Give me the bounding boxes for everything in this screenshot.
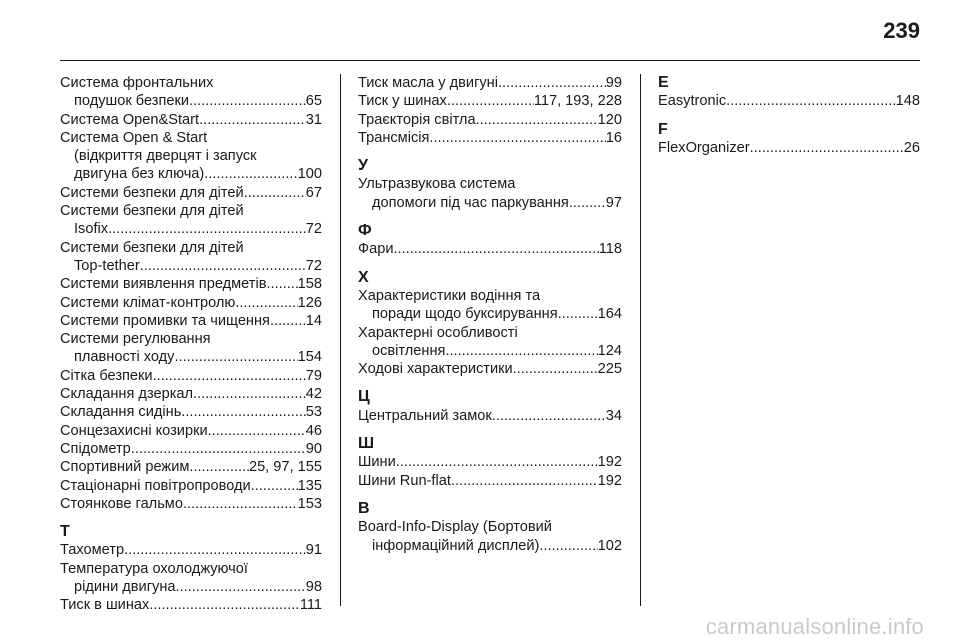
index-entry	[358, 472, 622, 490]
index-entry	[358, 129, 622, 147]
index-entry	[658, 139, 920, 157]
index-entry-text: Складання дзеркал	[60, 386, 194, 403]
index-column-1	[60, 74, 322, 615]
dot-leader	[176, 578, 306, 596]
index-entry	[60, 440, 322, 458]
dot-leader	[429, 129, 605, 147]
index-page-ref: 14	[305, 312, 322, 329]
index-entry	[60, 294, 322, 312]
index-page-ref: 16	[605, 129, 622, 146]
index-entry	[60, 596, 322, 614]
index-entry-text: Системи безпеки для дітей	[60, 203, 244, 220]
dot-leader	[393, 240, 598, 258]
index-entry	[60, 111, 322, 129]
header-rule	[60, 60, 920, 61]
index-entry	[60, 403, 322, 421]
index-entry	[60, 385, 322, 403]
index-page-ref: 34	[605, 407, 622, 424]
dot-leader	[183, 495, 298, 513]
index-entry-text: Шини	[358, 454, 396, 471]
index-column-3	[658, 74, 920, 157]
index-entry	[60, 495, 322, 513]
index-entry-text: Центральний замок	[358, 407, 492, 424]
column-divider-1	[340, 74, 341, 606]
dot-leader	[131, 440, 306, 458]
dot-leader	[189, 458, 249, 476]
index-entry	[358, 324, 622, 361]
index-page-ref: 99	[605, 75, 622, 91]
index-letter-heading: F	[658, 120, 668, 138]
index-entry-text: Система фронтальних	[60, 75, 214, 91]
index-page-ref: 126	[297, 294, 322, 311]
index-entry	[60, 202, 322, 239]
index-entry-text: інформаційний дисплей)	[372, 537, 540, 554]
index-entry	[358, 92, 622, 110]
index-entry-text: плавності ходу	[74, 349, 175, 366]
index-entry	[358, 360, 622, 378]
index-page-ref: 72	[305, 257, 322, 274]
index-entry	[358, 74, 622, 92]
index-entry-text: Isofix	[74, 221, 109, 238]
index-page-ref: 124	[597, 342, 622, 359]
index-entry-text: Трансмісія	[358, 129, 430, 146]
index-entry-text: Easytronic	[658, 93, 727, 110]
index-page-ref: 98	[305, 579, 322, 596]
index-entry-text: Системи виявлення предметів	[60, 276, 267, 293]
index-entry-text: Board-Info-Display (Бортовий	[358, 519, 552, 536]
index-entry-text: Top-tether	[74, 257, 140, 274]
index-entry-text: Температура охолоджуючої	[60, 560, 248, 577]
index-entry-text: освітлення	[372, 342, 446, 359]
index-entry	[60, 541, 322, 559]
index-page-ref: 26	[903, 139, 920, 156]
index-page-ref: 153	[297, 495, 322, 512]
index-entry-text: Сітка безпеки	[60, 367, 153, 384]
index-entry	[60, 422, 322, 440]
index-entry-text: Система Open&Start	[60, 111, 200, 128]
index-letter-heading: Х	[358, 268, 369, 286]
index-entry-text: Траєкторія світла	[358, 111, 476, 128]
index-page-ref: 148	[895, 93, 920, 110]
index-page-ref: 46	[305, 422, 322, 439]
index-entry-text: Системи промивки та чищення	[60, 312, 270, 329]
index-column-2	[358, 74, 622, 555]
index-page-ref: 65	[305, 93, 322, 110]
index-page-ref: 192	[597, 454, 622, 471]
index-entry-text: поради щодо буксирування	[372, 306, 558, 323]
watermark: carmanualsonline.info	[705, 614, 924, 639]
index-entry-text: Фари	[358, 241, 394, 258]
index-entry-text: FlexOrganizer	[658, 139, 750, 156]
index-letter-heading: Ф	[358, 222, 372, 240]
dot-leader	[492, 407, 606, 425]
index-entry-text: Система Open & Start	[60, 129, 208, 146]
index-page-ref: 164	[597, 306, 622, 323]
index-page-ref: 102	[597, 537, 622, 554]
index-entry	[358, 175, 622, 212]
index-page-ref: 192	[597, 472, 622, 489]
dot-leader	[244, 184, 306, 202]
column-divider-2	[640, 74, 641, 606]
index-page-ref: 135	[297, 477, 322, 494]
index-entry-text: рідини двигуна	[74, 579, 176, 596]
index-entry-text: Системи безпеки для дітей	[60, 184, 244, 201]
index-entry	[60, 184, 322, 202]
dot-leader	[270, 312, 306, 330]
index-page-ref: 72	[305, 221, 322, 238]
index-page-ref: 53	[305, 404, 322, 421]
index-entry-text: Характерні особливості	[358, 324, 518, 341]
dot-leader	[476, 111, 598, 129]
index-page-ref: 111	[299, 597, 322, 614]
index-entry	[358, 111, 622, 129]
dot-leader	[193, 385, 306, 403]
index-page-ref: 100	[297, 166, 322, 183]
index-entry-text: (відкриття дверцят і запуск	[74, 148, 257, 165]
index-letter-heading: У	[358, 157, 368, 175]
index-entry-text: Тиск у шинах	[358, 93, 447, 110]
index-entry	[60, 239, 322, 276]
index-entry	[358, 453, 622, 471]
index-entry-text: Складання сидінь	[60, 404, 182, 421]
index-page-ref: 154	[297, 349, 322, 366]
dot-leader	[445, 342, 597, 360]
index-entry-text: Тиск масла у двигуні	[358, 75, 498, 91]
index-page-ref: 79	[305, 367, 322, 384]
index-page-ref: 120	[597, 111, 622, 128]
dot-leader	[558, 305, 598, 323]
index-entry-text: Системи регулювання	[60, 331, 211, 348]
dot-leader	[451, 472, 598, 490]
index-entry	[60, 275, 322, 293]
index-entry	[60, 367, 322, 385]
index-letter-heading: Ш	[358, 435, 375, 453]
dot-leader	[266, 275, 297, 293]
index-letter-heading: Ц	[358, 388, 370, 406]
index-entry-text: Системи безпеки для дітей	[60, 239, 244, 256]
index-entry-text: Спідометр	[60, 440, 131, 457]
index-entry	[60, 129, 322, 184]
dot-leader	[149, 596, 300, 614]
index-entry-text: Спортивний режим	[60, 459, 190, 476]
dot-leader	[199, 111, 306, 129]
index-page-ref: 31	[305, 111, 322, 128]
dot-leader	[447, 92, 534, 110]
page-number: 239	[883, 18, 920, 43]
index-entry	[658, 92, 920, 110]
index-entry-text: допомоги під час паркування	[372, 194, 569, 211]
index-letter-heading: В	[358, 499, 370, 517]
dot-leader	[174, 348, 297, 366]
index-page-ref: 42	[305, 386, 322, 403]
index-entry	[358, 518, 622, 555]
dot-leader	[235, 294, 297, 312]
dot-leader	[124, 541, 306, 559]
index-entry	[60, 560, 322, 597]
index-letter-heading: Т	[60, 523, 70, 541]
dot-leader	[153, 367, 306, 385]
index-entry-text: Стоянкове гальмо	[60, 495, 183, 512]
index-page-ref: 158	[297, 276, 322, 293]
index-entry	[60, 458, 322, 476]
index-entry-text: Шини Run-flat	[358, 472, 451, 489]
index-entry-text: Характеристики водіння та	[358, 287, 541, 304]
dot-leader	[140, 257, 306, 275]
dot-leader	[251, 477, 298, 495]
index-entry-text: Тахометр	[60, 542, 125, 559]
index-letter-heading: E	[658, 74, 669, 91]
index-entry	[60, 330, 322, 367]
index-page-ref: 91	[305, 542, 322, 559]
dot-leader	[539, 537, 597, 555]
dot-leader	[726, 92, 896, 110]
dot-leader	[208, 422, 306, 440]
dot-leader	[204, 165, 297, 183]
index-entry-text: Ходові характеристики	[358, 361, 513, 378]
dot-leader	[498, 74, 606, 92]
index-page-ref: 225	[597, 361, 622, 378]
index-page-ref: 117, 193, 228	[533, 93, 622, 110]
index-page-ref: 25, 97, 155	[248, 459, 322, 476]
index-entry-text: Стаціонарні повітропроводи	[60, 477, 251, 494]
index-entry	[358, 407, 622, 425]
dot-leader	[181, 403, 305, 421]
index-page-ref: 90	[305, 440, 322, 457]
index-page-ref: 67	[305, 184, 322, 201]
index-entry	[60, 312, 322, 330]
dot-leader	[108, 220, 306, 238]
index-entry-text: Сонцезахисні козирки	[60, 422, 208, 439]
index-entry	[358, 287, 622, 324]
index-entry	[358, 240, 622, 258]
index-entry-text: подушок безпеки	[74, 93, 190, 110]
index-page-ref: 97	[605, 194, 622, 211]
dot-leader	[189, 92, 306, 110]
index-entry	[60, 74, 322, 111]
dot-leader	[750, 139, 904, 157]
dot-leader	[569, 194, 606, 212]
dot-leader	[513, 360, 598, 378]
dot-leader	[396, 453, 598, 471]
index-page-ref: 118	[598, 241, 622, 258]
index-entry-text: Системи клімат-контролю	[60, 294, 236, 311]
index-entry	[60, 477, 322, 495]
index-entry-text: Тиск в шинах	[60, 597, 150, 614]
index-entry-text: Ультразвукова система	[358, 176, 516, 193]
index-entry-text: двигуна без ключа)	[74, 166, 205, 183]
